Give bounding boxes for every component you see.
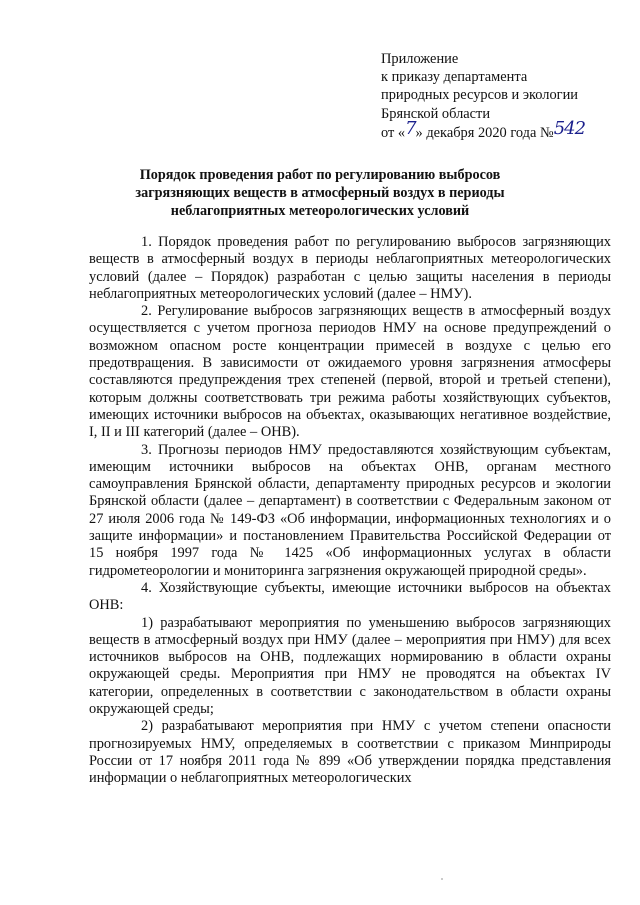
appendix-line: Приложение <box>381 51 459 67</box>
paragraph: 2) разрабатывают мероприятия при НМУ с учетом степени опасности прогнозируемых НМУ, определяемых в соответствии с приказом Минприроды России от 17 ноября 2011 года № 899 «Об утверждении порядка представления информации о неблагоприятных метеорологических <box>89 718 611 787</box>
paragraph: 3. Прогнозы периодов НМУ предоставляются хозяйствующим субъектам, имеющим источники выбросов на объектах ОНВ, органам местного самоуправления Брянской области, департаменту природных ресурсов и экологии Брянской области (далее – департамент) в соответствии с Федеральным законом от 27 июля 2006 года № 149-ФЗ «Об информации, информационных технологиях и о защите информации» и постановлением Правительства Российской Федерации от 15 ноября 1997 года № 1425 «Об информационных услугах в области гидрометеорологии и мониторинга загрязнения окружающей природной среды». <box>89 441 611 579</box>
handwritten-day: 7 <box>405 117 416 139</box>
document-title <box>100 166 540 221</box>
paragraph: 2. Регулирование выбросов загрязняющих веществ в атмосферный воздух осуществляется с учетом прогноза периодов НМУ на основе предупреждений о возможном опасном росте концентрации примесей в воздухе с целью его предотвращения. В зависимости от ожидаемого уровня загрязнения атмосферы составляются предупреждения трех степеней (первой, второй и третьей степени), которым должны соответствовать три режима работы хозяйствующих субъектов, имеющих источники выбросов на объектах, оказывающих негативное воздействие, I, II и III категорий (далее – ОНВ). <box>89 303 611 441</box>
paragraph: 1) разрабатывают мероприятия по уменьшению выбросов загрязняющих веществ в атмосферный воздух при НМУ (далее – мероприятия при НМУ) для всех источников выбросов на ОНВ, подлежащих нормированию в области охраны окружающей среды. Мероприятия при НМУ не проводятся на объектах IV категории, определенных в соответствии с законодательством в области охраны окружающей среды; <box>89 614 611 718</box>
paragraph: 1. Порядок проведения работ по регулированию выбросов загрязняющих веществ в атмосферный воздух в периоды неблагоприятных метеорологических условий (далее – Порядок) разработан с целью защиты населения в периоды неблагоприятных метеорологических условий (далее – НМУ). <box>89 234 611 302</box>
handwritten-order-number: 542 <box>553 117 586 139</box>
appendix-line: Брянской области <box>381 105 491 122</box>
scan-speck <box>441 878 443 880</box>
date-prefix: от « <box>381 124 406 141</box>
date-mid: » декабря 2020 года № <box>415 124 554 141</box>
title-line: Порядок проведения работ по регулированию выбросов <box>139 167 501 183</box>
appendix-line: к приказу департамента <box>381 69 528 86</box>
order-date-line <box>381 117 631 142</box>
document-body <box>89 234 611 788</box>
appendix-line: природных ресурсов и экологии <box>381 87 578 104</box>
appendix-block <box>381 50 631 142</box>
title-line: загрязняющих веществ в атмосферный воздух в периоды <box>135 185 505 202</box>
paragraph: 4. Хозяйствующие субъекты, имеющие источники выбросов на объектах ОНВ: <box>89 579 611 614</box>
title-line: неблагоприятных метеорологических условий <box>170 203 470 220</box>
